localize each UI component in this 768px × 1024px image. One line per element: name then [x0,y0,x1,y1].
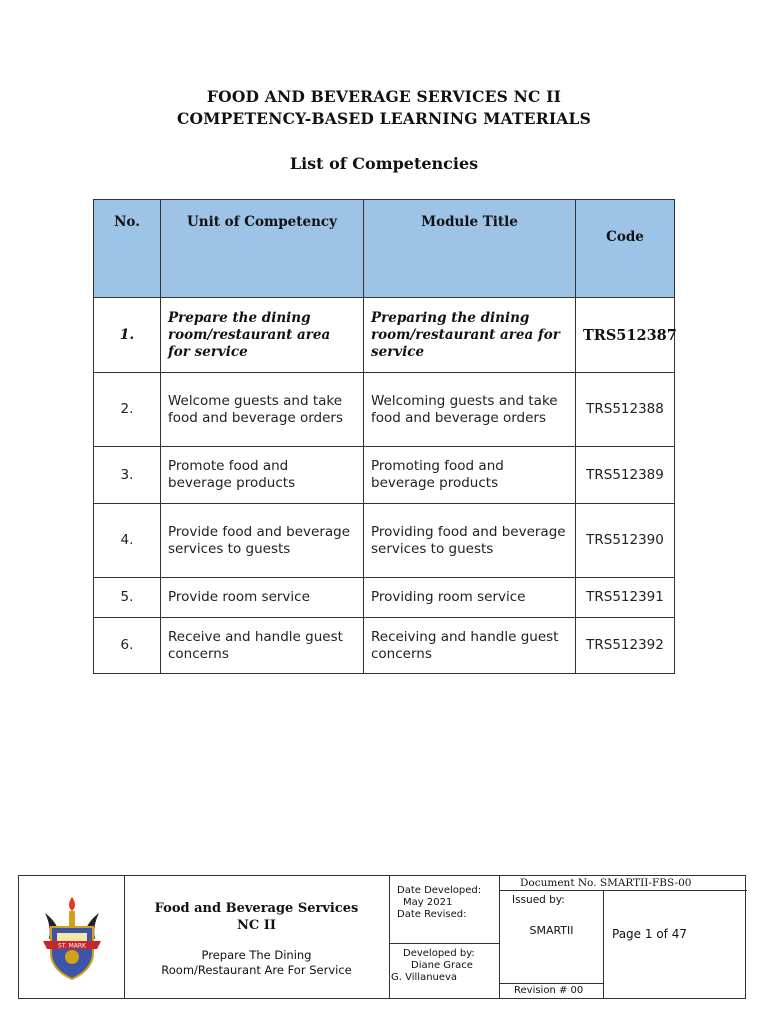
page-number: Page 1 of 47 [612,927,687,941]
row-number: 1. [94,298,161,373]
developer-name-line-1: Diane Grace [411,960,473,971]
column-header-no: No. [94,200,161,298]
table-row [94,578,675,618]
module-name [124,948,389,978]
developer-cell [389,944,500,998]
table-row [94,373,675,447]
competency-table [93,199,675,674]
table-row [94,447,675,504]
course-title [124,900,389,934]
unit-of-competency: Prepare the dining room/restaurant area for service [161,298,364,373]
issued-by-value: SMARTII [529,924,574,937]
table-row [94,618,675,674]
table-row [94,504,675,578]
date-revised-label: Date Revised: [397,909,467,920]
dates-cell [389,876,500,944]
competency-code: TRS512390 [576,504,675,578]
unit-of-competency: Provide food and beverage services to guests [161,504,364,578]
module-title: Providing food and beverage services to guests [364,504,576,578]
document-footer [18,875,746,999]
document-title [0,86,768,130]
developer-name-line-2: G. Villanueva [391,972,458,983]
title-line-1: FOOD AND BEVERAGE SERVICES NC II [206,87,562,106]
competency-code: TRS512389 [576,447,675,504]
unit-of-competency: Welcome guests and take food and beverage orders [161,373,364,447]
competency-code: TRS512392 [576,618,675,674]
column-header-module: Module Title [364,200,576,298]
date-developed-value: May 2021 [403,897,453,908]
competency-code: TRS512388 [576,373,675,447]
revision-number: Revision # 00 [500,983,604,998]
competency-code: TRS512387 [576,298,675,373]
column-header-unit: Unit of Competency [161,200,364,298]
issued-by-cell [500,891,604,983]
school-crest-icon [37,891,107,983]
unit-of-competency: Receive and handle guest concerns [161,618,364,674]
module-title: Receiving and handle guest concerns [364,618,576,674]
course-title-cell [124,876,390,998]
school-logo-cell [19,876,125,998]
module-name-line-1: Prepare The Dining [201,948,312,962]
course-title-line-2: NC II [237,918,276,933]
module-title: Providing room service [364,578,576,618]
table-header-row [94,200,675,298]
module-name-line-2: Room/Restaurant Are For Service [161,963,352,977]
table-row [94,298,675,373]
competency-code: TRS512391 [576,578,675,618]
row-number: 2. [94,373,161,447]
row-number: 4. [94,504,161,578]
row-number: 5. [94,578,161,618]
title-line-2: COMPETENCY-BASED LEARNING MATERIALS [176,109,591,128]
document-number: Document No. SMARTII-FBS-00 [500,876,747,891]
section-heading: List of Competencies [289,154,479,173]
crest-banner-text: ST. MARK [57,942,86,950]
unit-of-competency: Provide room service [161,578,364,618]
developed-by-label: Developed by: [403,948,475,959]
date-developed-label: Date Developed: [397,885,482,896]
course-title-line-1: Food and Beverage Services [154,901,359,916]
row-number: 6. [94,618,161,674]
row-number: 3. [94,447,161,504]
unit-of-competency: Promote food and beverage products [161,447,364,504]
issued-by-label: Issued by: [512,894,565,906]
module-title: Promoting food and beverage products [364,447,576,504]
module-title: Welcoming guests and take food and beverage orders [364,373,576,447]
module-title: Preparing the dining room/restaurant area for service [364,298,576,373]
column-header-code: Code [576,200,675,298]
